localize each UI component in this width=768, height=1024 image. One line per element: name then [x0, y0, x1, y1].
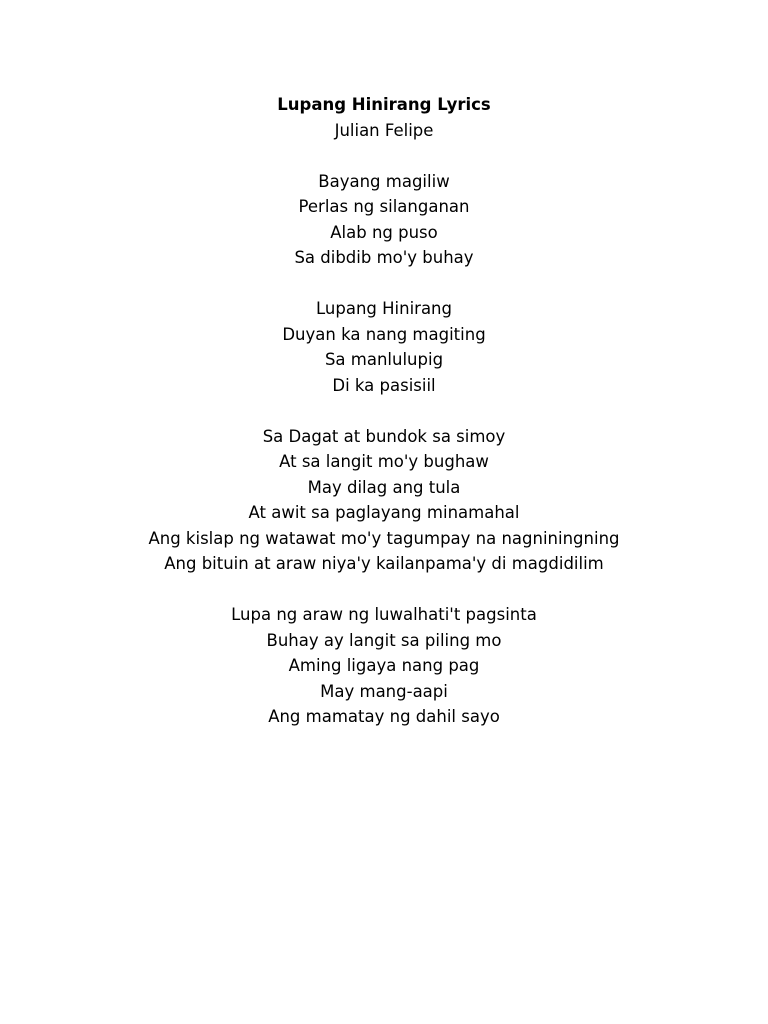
- lyric-line: Lupa ng araw ng luwalhati't pagsinta: [231, 605, 537, 624]
- lyric-line: Lupang Hinirang: [316, 299, 452, 318]
- lyric-line: May mang-aapi: [320, 681, 448, 701]
- lyric-line: Di ka pasisiil: [332, 375, 436, 395]
- lyric-line: Bayang magiliw: [318, 171, 450, 191]
- lyric-line: Sa Dagat at bundok sa simoy: [262, 426, 506, 446]
- lyric-line: At awit sa paglayang minamahal: [248, 503, 520, 522]
- lyric-line: Ang kislap ng watawat mo'y tagumpay na nagniningning: [148, 528, 620, 548]
- lyric-line: Perlas ng silanganan: [298, 197, 470, 216]
- document-author: Julian Felipe: [334, 120, 434, 140]
- lyric-line: Sa dibdib mo'y buhay: [294, 248, 474, 267]
- lyric-line: Sa manlulupig: [324, 350, 444, 369]
- lyric-line: Aming ligaya nang pag: [288, 656, 480, 675]
- stanza-4: [0, 602, 768, 730]
- stanza-1: [0, 169, 768, 271]
- lyric-line: Duyan ka nang magiting: [282, 324, 486, 344]
- stanza-3: [0, 424, 768, 577]
- lyric-line: Ang mamatay ng dahil sayo: [268, 707, 500, 726]
- lyric-line: Ang bituin at araw niya'y kailanpama'y di magdidilim: [164, 554, 604, 573]
- lyric-line: At sa langit mo'y bughaw: [279, 452, 489, 471]
- document-title: Lupang Hinirang Lyrics: [277, 95, 491, 114]
- lyric-line: May dilag ang tula: [307, 477, 461, 497]
- stanza-2: [0, 296, 768, 398]
- lyric-line: Buhay ay langit sa piling mo: [266, 630, 502, 650]
- lyric-line: Alab ng puso: [330, 222, 438, 242]
- lyrics-sheet: [0, 92, 768, 755]
